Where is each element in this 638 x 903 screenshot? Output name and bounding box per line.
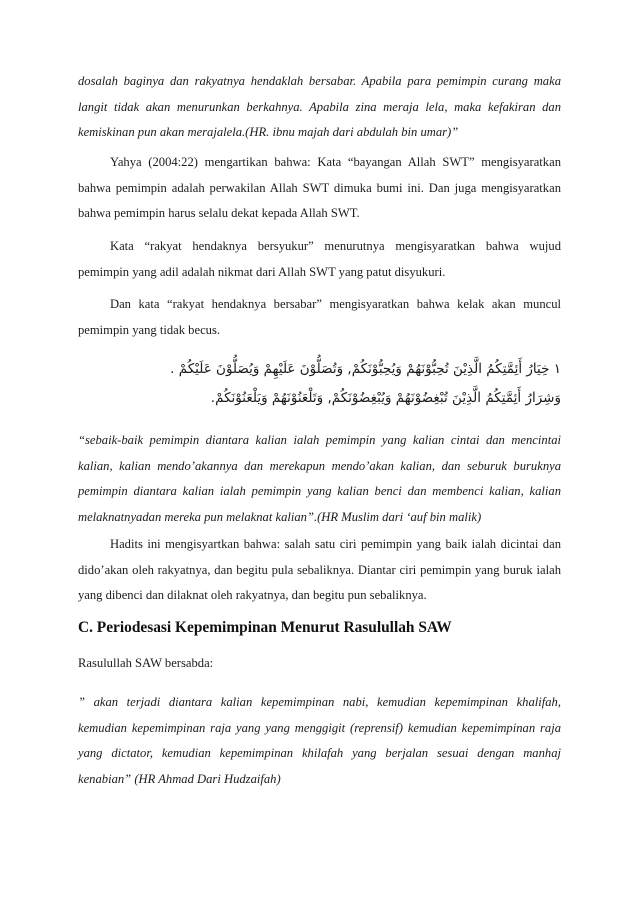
section-c-heading: C. Periodesasi Kepemimpinan Menurut Rasulullah SAW	[78, 619, 452, 636]
hadith-continuation-paragraph: dosalah baginya dan rakyatnya hendaklah bersabar. Apabila para pemimpin curang maka langit tidak akan menurunkan berkahnya. Apabila zina meraja lela, maka kefakiran dan kemiskinan pun akan merajalela.(HR. ibnu majah dari abdulah bin umar)”	[78, 74, 561, 139]
hadits-ini-paragraph: Hadits ini mengisyartkan bahwa: salah satu ciri pemimpin yang baik ialah dicintai dan dido’akan oleh rakyatnya, dan begitu pula sebaliknya. Diantar ciri pemimpin yang buruk ialah yang dibenci dan dilaknat oleh rakyatnya, dan begitu pun sebaliknya.	[78, 537, 561, 602]
arabic-hadith-text: ١ خِيَارُ أَئِمَّتِكُمُ الَّذِيْنَ تُحِبُّوْنَهُمْ وَيُحِبُّوْنَكُمْ, وَتُصَلُّوْنَ عَلَيْهِمْ وَيُصَلُّوْنَ عَلَيْكُمْ . وَشِرَارُ أَئِمَّتِكُمُ الَّذِيْنَ تُبْغِضُوْنَهُمْ وَيُبْغِضُوْنَكُمْ, وَتَلْعَنُوْنَهُمْ وَيَلْعَنُوْنَكُمْ.	[170, 361, 561, 406]
rakyat-bersabar-paragraph: Dan kata “rakyat hendaknya bersabar” mengisyaratkan bahwa kelak akan muncul pemimpin yang tidak becus.	[78, 297, 561, 337]
rakyat-bersyukur-paragraph: Kata “rakyat hendaknya bersyukur” menurutnya mengisyaratkan bahwa wujud pemimpin yang adil adalah nikmat dari Allah SWT yang patut disyukuri.	[78, 239, 561, 279]
yahya-paragraph: Yahya (2004:22) mengartikan bahwa: Kata “bayangan Allah SWT” mengisyaratkan bahwa pemimpin adalah perwakilan Allah SWT dimuka bumi ini. Dan juga mengisyaratkan bahwa pemimpin harus selalu dekat kepada Allah SWT.	[78, 155, 561, 220]
rasulullah-bersabda-paragraph: Rasulullah SAW bersabda:	[78, 656, 214, 670]
hadith-periods-paragraph: ” akan terjadi diantara kalian kepemimpinan nabi, kemudian kepemimpinan khalifah, kemudian kepemimpinan raja yang yang menggigit (reprensif) kemudian kepemimpinan raja yang dictator, kemudian kepemimpinan khilafah yang berjalan sesuai dengan manhaj kenabian” (HR Ahmad Dari Hudzaifah)	[78, 695, 561, 786]
hadith-translation-paragraph: “sebaik-baik pemimpin diantara kalian ialah pemimpin yang kalian cintai dan mencintai kalian, kalian mendo’akannya dan merekapun mendo’akan kalian, dan seburuk buruknya pemimpin diantara kalian ialah pemimpin yang kalian benci dan membenci kalian, kalian melaknatnyadan mereka pun melaknat kalian”.(HR Muslim dari ‘auf bin malik)	[78, 433, 561, 524]
